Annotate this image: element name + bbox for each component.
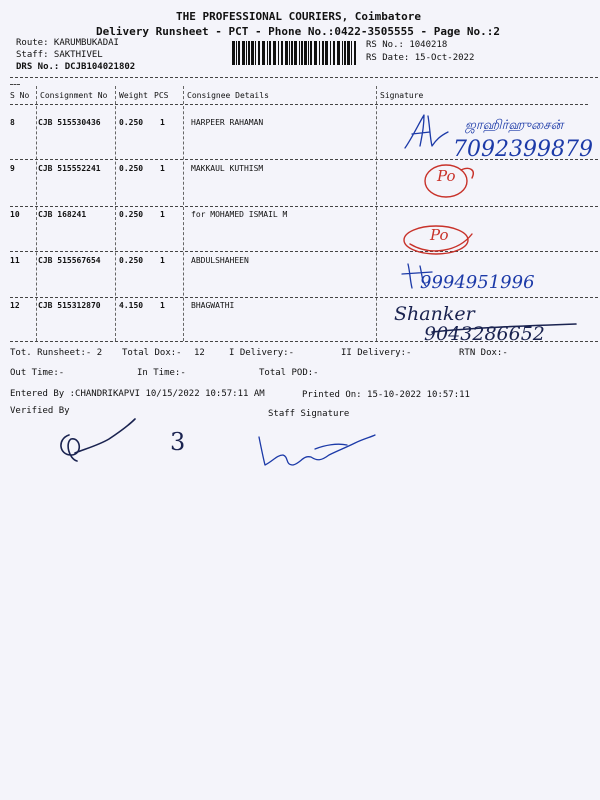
barcode-bar (342, 41, 343, 65)
row-consignee: HARPEER RAHAMAN (191, 118, 264, 127)
row-consignment: CJB 515312870 (38, 301, 101, 310)
tot-runsheet: Tot. Runsheet:- 2 (10, 348, 103, 358)
verified-by-signature (55, 415, 145, 465)
row-weight: 0.250 (119, 256, 144, 265)
col-consignee: Consignee Details (187, 91, 269, 100)
row-sno: 8 (10, 118, 15, 127)
barcode-bar (273, 41, 276, 65)
po-stamp-text: Po (430, 226, 449, 244)
row-weight: 0.250 (119, 164, 144, 173)
barcode-bar (246, 41, 247, 65)
company-name: THE PROFESSIONAL COURIERS, Coimbatore (176, 10, 422, 23)
barcode-bar (304, 41, 307, 65)
barcode-bar (291, 41, 293, 65)
row-consignment: CJB 515567654 (38, 256, 101, 265)
rs-number: RS No.: 1040218 (366, 40, 448, 50)
row-consignment: CJB 168241 (38, 210, 87, 219)
column-separator (183, 86, 184, 341)
row-sno: 12 (10, 301, 20, 310)
row-pcs: 1 (160, 210, 165, 219)
barcode-bar (242, 41, 245, 65)
barcode-bar (236, 41, 237, 65)
barcode-bar (294, 41, 297, 65)
row-pcs: 1 (160, 256, 165, 265)
total-pod: Total POD:- (259, 368, 319, 378)
row-consignee: BHAGWATHI (191, 301, 235, 310)
barcode-bar (351, 41, 352, 65)
entered-by: Entered By :CHANDRIKAPVI 10/15/2022 10:57:11 AM (10, 389, 265, 399)
rtn-dox: RTN Dox:- (459, 348, 508, 358)
column-separator (376, 86, 377, 341)
staff-label: Staff: SAKTHIVEL (16, 50, 103, 60)
col-sno: S No (10, 91, 30, 100)
handwritten-name-row12: Shanker (394, 303, 475, 325)
barcode-bar (330, 41, 331, 65)
barcode-bar (255, 41, 256, 65)
out-time: Out Time:- (10, 368, 65, 378)
barcode-bar (299, 41, 300, 65)
handwritten-phone-row8: 7092399879 (453, 137, 593, 162)
barcode-bar (232, 41, 235, 65)
rs-date: RS Date: 15-Oct-2022 (366, 53, 475, 63)
barcode (232, 41, 358, 65)
barcode-bar (344, 41, 346, 65)
row-sno: 10 (10, 210, 20, 219)
row-weight: 4.150 (119, 301, 144, 310)
barcode-bar (248, 41, 250, 65)
row-weight: 0.250 (119, 118, 144, 127)
verified-by-label: Verified By (10, 406, 70, 416)
staff-signature-label: Staff Signature (268, 409, 350, 419)
col-consignment: Consignment No (40, 91, 108, 100)
barcode-bar (285, 41, 288, 65)
barcode-bar (262, 41, 265, 65)
row-divider (10, 297, 598, 298)
row-consignment: CJB 515530436 (38, 118, 101, 127)
divider (10, 104, 588, 105)
barcode-bar (354, 41, 356, 65)
po-stamp-text: Po (437, 167, 456, 185)
barcode-bar (289, 41, 290, 65)
divider (10, 84, 20, 85)
i-delivery: I Delivery:- (229, 348, 295, 358)
verified-mark: 3 (170, 428, 186, 456)
barcode-bar (347, 41, 350, 65)
barcode-bar (258, 41, 260, 65)
row-consignment: CJB 515552241 (38, 164, 101, 173)
row-consignee: MAKKAUL KUTHISM (191, 164, 264, 173)
row-consignee: for MOHAMED ISMAIL M (191, 210, 288, 219)
handwritten-phone-row12: 9043286652 (424, 323, 545, 345)
barcode-bar (238, 41, 240, 65)
row-sno: 11 (10, 256, 20, 265)
runsheet-title: Delivery Runsheet - PCT - Phone No.:0422-3505555 - Page No.:2 (96, 25, 500, 38)
in-time: In Time:- (137, 368, 186, 378)
column-separator (36, 86, 37, 341)
barcode-bar (333, 41, 335, 65)
barcode-bar (308, 41, 309, 65)
barcode-bar (314, 41, 317, 65)
row-consignee: ABDULSHAHEEN (191, 256, 249, 265)
row-sno: 9 (10, 164, 15, 173)
barcode-bar (337, 41, 340, 65)
handwritten-tamil-name: ஜாஹிர்ஹுசைன் (465, 118, 564, 133)
staff-signature (255, 425, 385, 475)
barcode-bar (278, 41, 279, 65)
barcode-bar (267, 41, 268, 65)
barcode-bar (281, 41, 283, 65)
divider (10, 77, 598, 78)
col-weight: Weight (119, 91, 148, 100)
printed-on: Printed On: 15-10-2022 10:57:11 (302, 390, 470, 400)
row-divider (10, 251, 598, 252)
barcode-bar (251, 41, 254, 65)
total-dox-value: 12 (194, 348, 205, 358)
row-weight: 0.250 (119, 210, 144, 219)
ii-delivery: II Delivery:- (341, 348, 412, 358)
row-pcs: 1 (160, 118, 165, 127)
barcode-bar (310, 41, 312, 65)
column-separator (115, 86, 116, 341)
row-pcs: 1 (160, 164, 165, 173)
barcode-bar (301, 41, 303, 65)
barcode-bar (319, 41, 320, 65)
col-signature: Signature (380, 91, 424, 100)
col-pcs: PCS (154, 91, 169, 100)
barcode-bar (322, 41, 324, 65)
barcode-bar (269, 41, 271, 65)
signature-underline-row12 (430, 318, 580, 338)
route-label: Route: KARUMBUKADAI (16, 38, 119, 48)
handwritten-phone-row11: 9994951996 (420, 272, 535, 293)
total-dox-label: Total Dox:- (122, 348, 182, 358)
drs-number: DRS No.: DCJB104021802 (16, 62, 136, 72)
barcode-bar (325, 41, 328, 65)
row-divider (10, 206, 598, 207)
row-pcs: 1 (160, 301, 165, 310)
